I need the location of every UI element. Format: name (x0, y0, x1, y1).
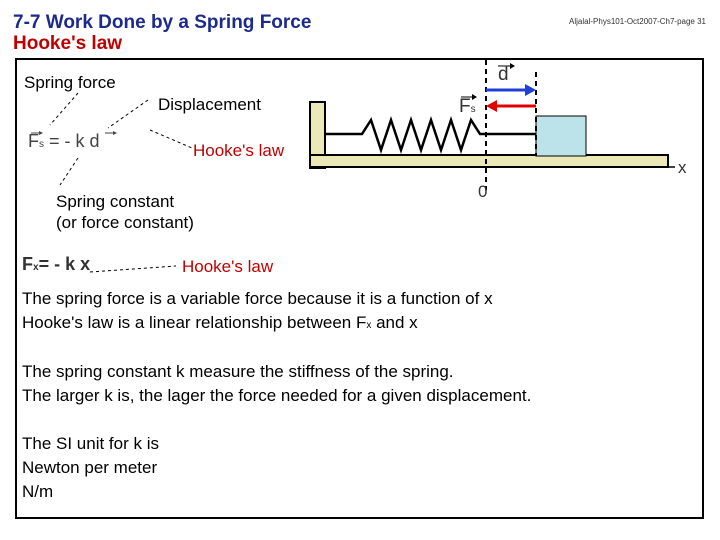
body-line-5: The SI unit for k is (22, 434, 159, 453)
hookes-law-leader (150, 130, 192, 148)
force-arrowhead (486, 100, 497, 112)
axis-x-label: x (678, 158, 687, 177)
spring-constant-label: Spring constant (56, 192, 175, 211)
slide-title: 7-7 Work Done by a Spring Force (13, 12, 312, 33)
vector-hookes-formula: Fs = - k d (28, 131, 100, 151)
spring-force-label: Spring force (24, 73, 116, 92)
displacement-label: d (498, 64, 509, 85)
scalar-hookes-formula: Fx= - k x (22, 254, 91, 274)
spring (325, 120, 536, 150)
hookes-law-label-2: Hooke's law (182, 257, 274, 276)
hookes-law-2-leader (90, 266, 176, 272)
body-line-2: Hooke's law is a linear relationship between Fx and x (22, 313, 418, 332)
spring-constant-leader (60, 158, 78, 185)
body-line-3: The spring constant k measure the stiffness of the spring. (22, 362, 454, 381)
displacement-arrowhead (525, 84, 536, 96)
slide-info: Aljalal-Phys101-Oct2007-Ch7-page 31 (569, 17, 706, 26)
force-constant-label: (or force constant) (56, 213, 194, 232)
block (536, 116, 586, 156)
displacement-leader (108, 100, 148, 128)
body-line-4: The larger k is, the lager the force needed for a given displacement. (22, 386, 532, 405)
spring-force-leader (50, 93, 78, 125)
floor (310, 155, 668, 167)
slide-subtitle: Hooke's law (13, 33, 123, 54)
body-line-6: Newton per meter (22, 458, 158, 477)
hookes-law-label: Hooke's law (193, 141, 285, 160)
zero-label: 0 (478, 182, 488, 201)
body-line-1: The spring force is a variable force because it is a function of x (22, 289, 493, 308)
force-label: Fs (459, 96, 476, 117)
body-line-7: N/m (22, 482, 54, 501)
displacement-text: Displacement (158, 95, 261, 114)
